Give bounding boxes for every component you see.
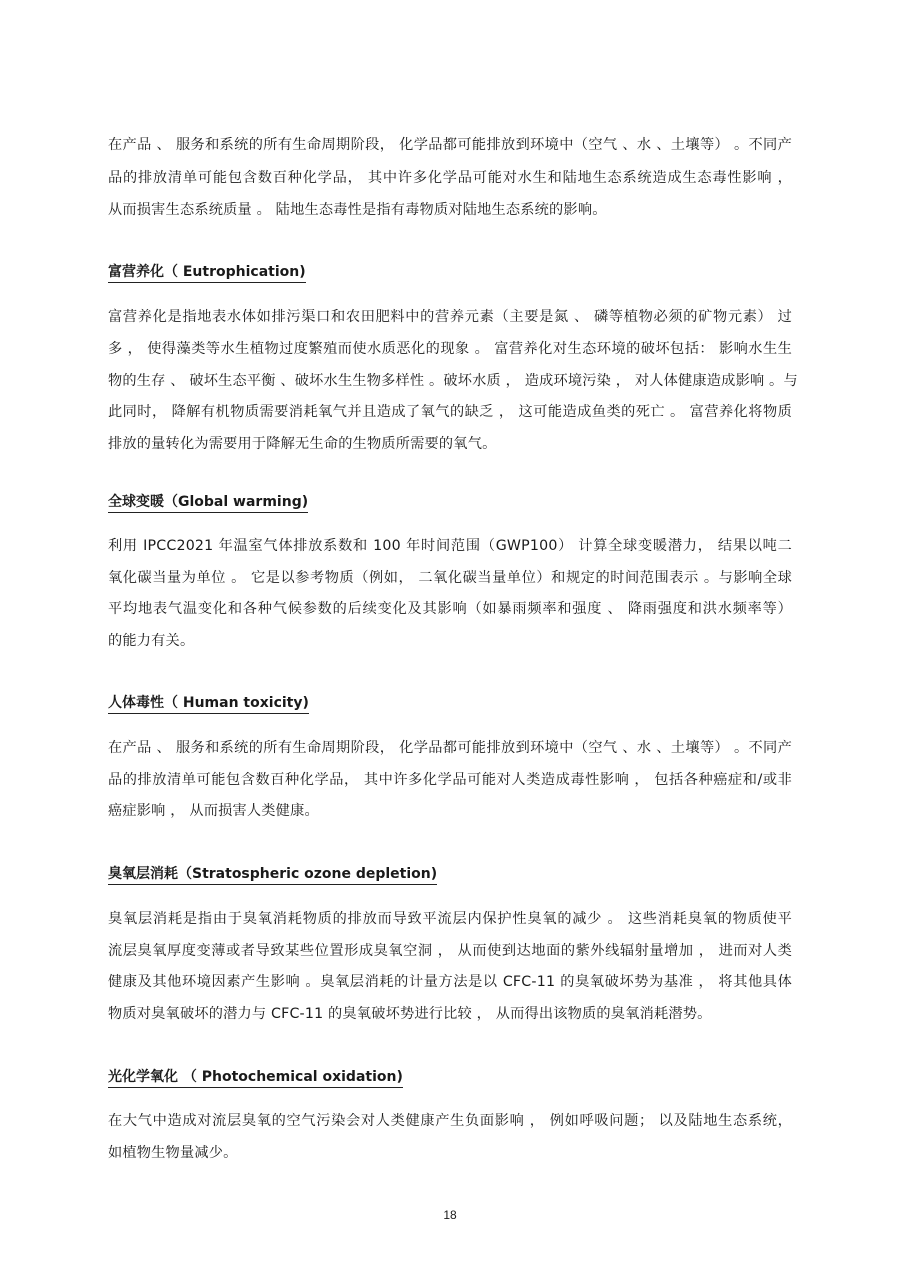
paragraph-line: 的能力有关。	[108, 633, 195, 649]
paragraph-line: 多 ， 使得藻类等水生植物过度繁殖而使水质恶化的现象 。 富营养化对生态环境的破坏包括： 影响水生生	[108, 341, 792, 357]
paragraph-line: 在产品 、 服务和系统的所有生命周期阶段， 化学品都可能排放到环境中（空气 、水 、土壤等） 。不同产	[108, 740, 792, 756]
page-number: 18	[443, 1208, 457, 1222]
paragraph-line: 在产品 、 服务和系统的所有生命周期阶段， 化学品都可能排放到环境中（空气 、水 、土壤等） 。不同产	[108, 137, 792, 153]
section-heading: 全球变暖（Global warming)	[108, 492, 308, 513]
paragraph-line: 平均地表气温变化和各种气候参数的后续变化及其影响（如暴雨频率和强度 、 降雨强度和洪水频率等）	[108, 601, 792, 617]
section-heading: 富营养化（ Eutrophication)	[108, 262, 306, 283]
paragraph-line: 在大气中造成对流层臭氧的空气污染会对人类健康产生负面影响 ， 例如呼吸问题； 以及陆地生态系统，	[108, 1113, 792, 1129]
paragraph-line: 品的排放清单可能包含数百种化学品， 其中许多化学品可能对人类造成毒性影响 ， 包括各种癌症和/或非	[108, 772, 792, 788]
paragraph-line: 如植物生物量减少。	[108, 1145, 238, 1161]
paragraph-line: 癌症影响 ， 从而损害人类健康。	[108, 803, 319, 819]
paragraph-line: 排放的量转化为需要用于降解无生命的生物质所需要的氧气。	[108, 436, 497, 452]
paragraph-line: 氧化碳当量为单位 。 它是以参考物质（例如， 二氧化碳当量单位）和规定的时间范围表示 。与影响全球	[108, 570, 792, 586]
section-heading: 人体毒性（ Human toxicity)	[108, 693, 309, 714]
paragraph-line: 此同时， 降解有机物质需要消耗氧气并且造成了氧气的缺乏 ， 这可能造成鱼类的死亡 。 富营养化将物质	[108, 404, 792, 420]
paragraph-line: 物质对臭氧破坏的潜力与 CFC-11 的臭氧破坏势进行比较 ， 从而得出该物质的臭氧消耗潜势。	[108, 1006, 712, 1022]
section-heading: 臭氧层消耗（Stratospheric ozone depletion)	[108, 864, 437, 885]
section-heading: 光化学氧化 （ Photochemical oxidation)	[108, 1067, 403, 1088]
paragraph-line: 物的生存 、 破坏生态平衡 、破坏水生生物多样性 。破坏水质 ， 造成环境污染 ， 对人体健康造成影响 。与	[108, 373, 798, 389]
paragraph-line: 健康及其他环境因素产生影响 。臭氧层消耗的计量方法是以 CFC-11 的臭氧破坏势为基准 ， 将其他具体	[108, 974, 792, 990]
paragraph-line: 流层臭氧厚度变薄或者导致某些位置形成臭氧空洞 ， 从而使到达地面的紫外线辐射量增加 ， 进而对人类	[108, 943, 792, 959]
paragraph-line: 从而损害生态系统质量 。 陆地生态毒性是指有毒物质对陆地生态系统的影响。	[108, 202, 607, 218]
paragraph-line: 富营养化是指地表水体如排污渠口和农田肥料中的营养元素（主要是氮 、 磷等植物必须的矿物元素） 过	[108, 309, 792, 325]
paragraph-line: 臭氧层消耗是指由于臭氧消耗物质的排放而导致平流层内保护性臭氧的减少 。 这些消耗臭氧的物质使平	[108, 911, 792, 927]
paragraph-line: 利用 IPCC2021 年温室气体排放系数和 100 年时间范围（GWP100） 计算全球变暖潜力， 结果以吨二	[108, 538, 792, 554]
paragraph-line: 品的排放清单可能包含数百种化学品， 其中许多化学品可能对水生和陆地生态系统造成生态毒性影响 ，	[108, 170, 792, 186]
